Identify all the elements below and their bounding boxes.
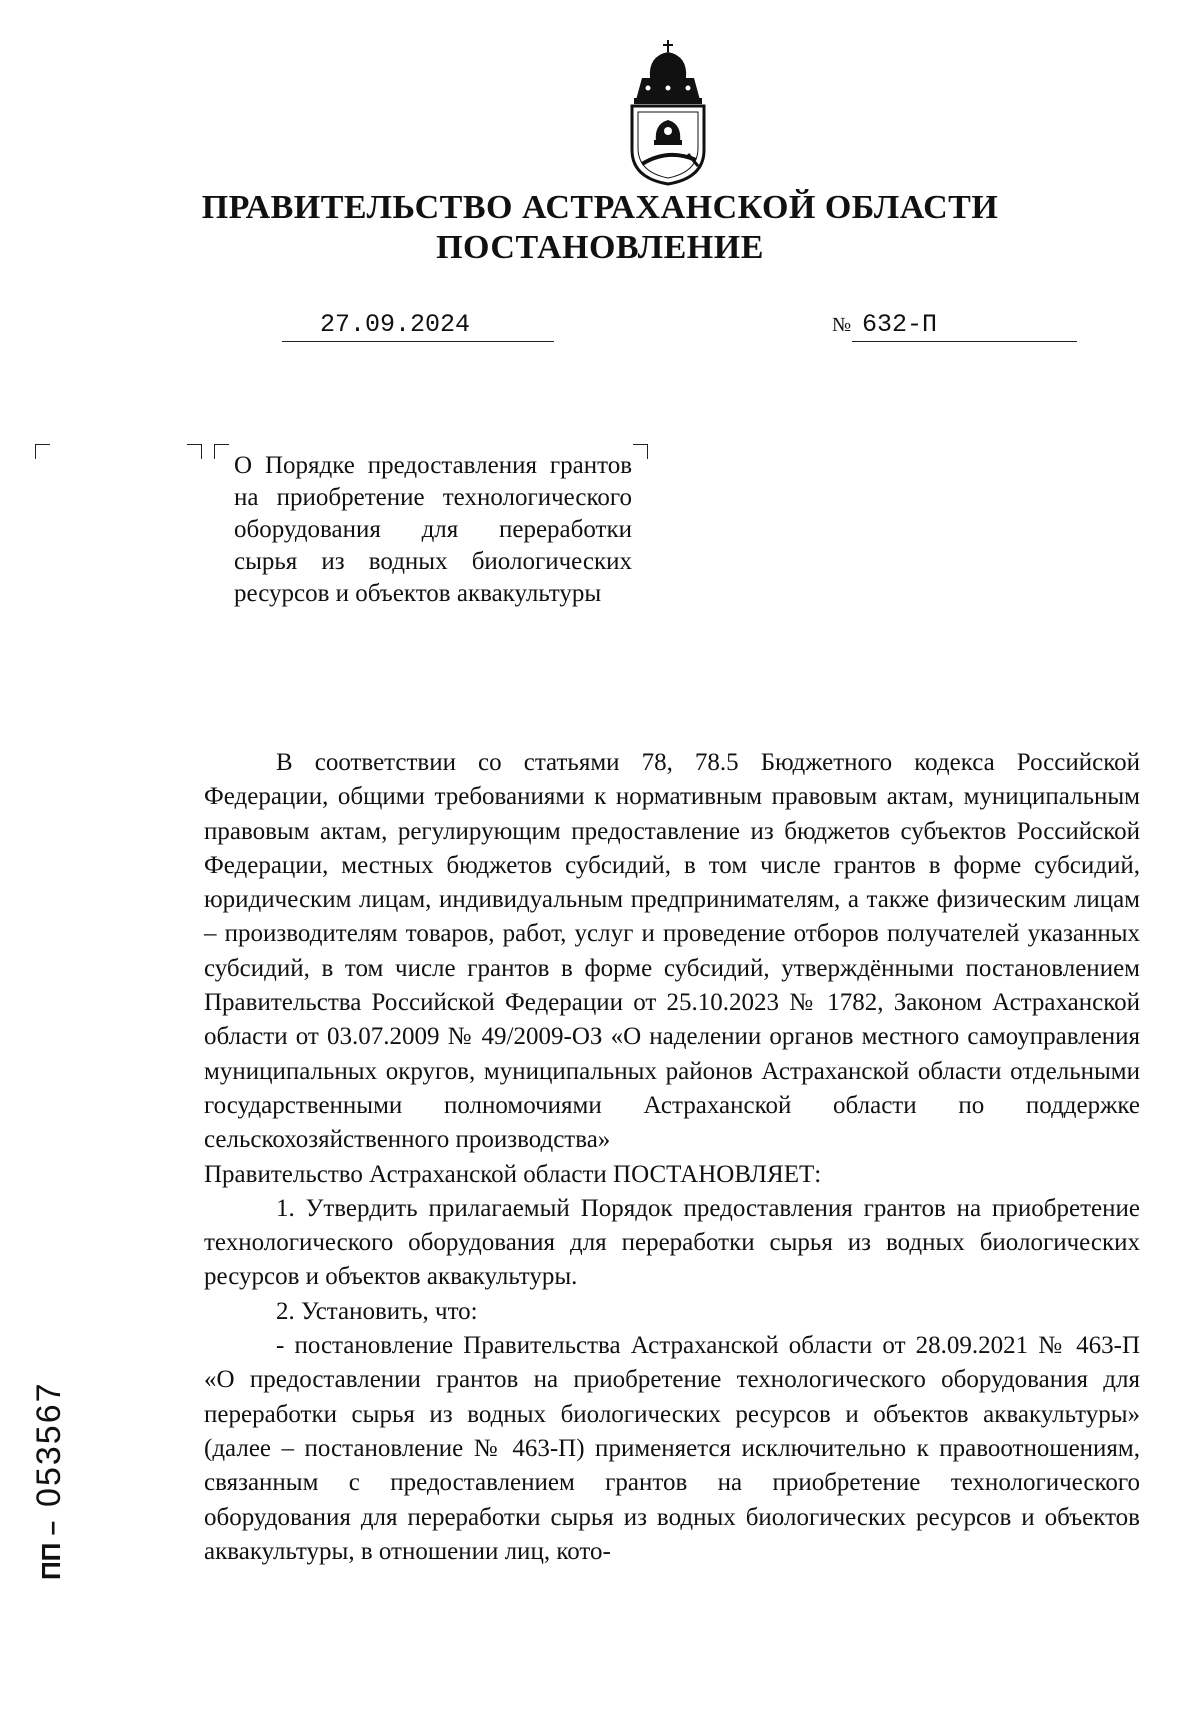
subject-text: О Порядке предоставления грантов на приобретение технологического оборудования для переработки сырья из водных биологических ресурсов и объектов аквакультуры [234,452,632,607]
stamp-number: 053567 [30,1381,68,1507]
preamble-paragraph: В соответствии со статьями 78, 78.5 Бюджетного кодекса Российской Федерации, общими требованиями к нормативным правовым актам, муниципальным правовым актам, регулирующим предоставление из бюджетов субъектов Российской Федерации, местных бюджетов субсидий, в том числе грантов в форме субсидий, юридическим лицам, индивидуальным предпринимателям, а также физическим лицам – производителям товаров, работ, услуг и проведение отборов получателей указанных субсидий, в том числе грантов в форме субсидий, утверждёнными постановлением Правительства Российской Федерации от 25.10.2023 № 1782, Законом Астраханской области от 03.07.2009 № 49/2009-ОЗ «О наделении органов местного самоуправления муниципальных округов, муниципальных районов Астраханской области отдельными государственными полномочиями Астраханской области по поддержке сельскохозяйственного производства» [204,749,1140,1154]
document-type-title: ПОСТАНОВЛЕНИЕ [436,229,764,266]
form-serial-stamp [30,1381,69,1580]
stamp-prefix: ПП – [36,1520,66,1580]
document-date: 27.09.2024 [320,310,471,339]
number-field [852,305,1077,342]
item-1-paragraph: 1. Утвердить прилагаемый Порядок предоставления грантов на приобретение технологического оборудования для переработки сырья из водных биологических ресурсов и объектов аквакультуры. [204,1194,1140,1291]
coat-of-arms-emblem [628,38,708,186]
item-2-dash-paragraph: - постановление Правительства Астраханской области от 28.09.2021 № 463-П «О предоставлении грантов на приобретение технологического оборудования для переработки сырья из водных биологических ресурсов и объектов аквакультуры» (далее – постановление № 463-П) применяется исключительно к правоотношениям, связанным с предоставлением грантов на приобретение технологического оборудования для переработки сырья из водных биологических ресурсов и объектов аквакультуры, в отношении лиц, кото- [204,1332,1140,1565]
resolution-paragraph: Правительство Астраханской области ПОСТАНОВЛЯЕТ: [204,1160,822,1188]
subject-corner-mark-left-inner [214,444,229,459]
subject-block [234,450,632,610]
margin-corner-mark [35,444,50,459]
subject-corner-mark-right [633,444,648,459]
number-label: № [832,314,852,336]
date-field [282,305,554,342]
document-number: 632-П [862,310,938,339]
subject-corner-mark-left-outer [187,444,202,459]
item-2-paragraph: 2. Установить, что: [276,1297,478,1325]
government-title: ПРАВИТЕЛЬСТВО АСТРАХАНСКОЙ ОБЛАСТИ [201,189,999,226]
document-body [204,746,1140,1569]
